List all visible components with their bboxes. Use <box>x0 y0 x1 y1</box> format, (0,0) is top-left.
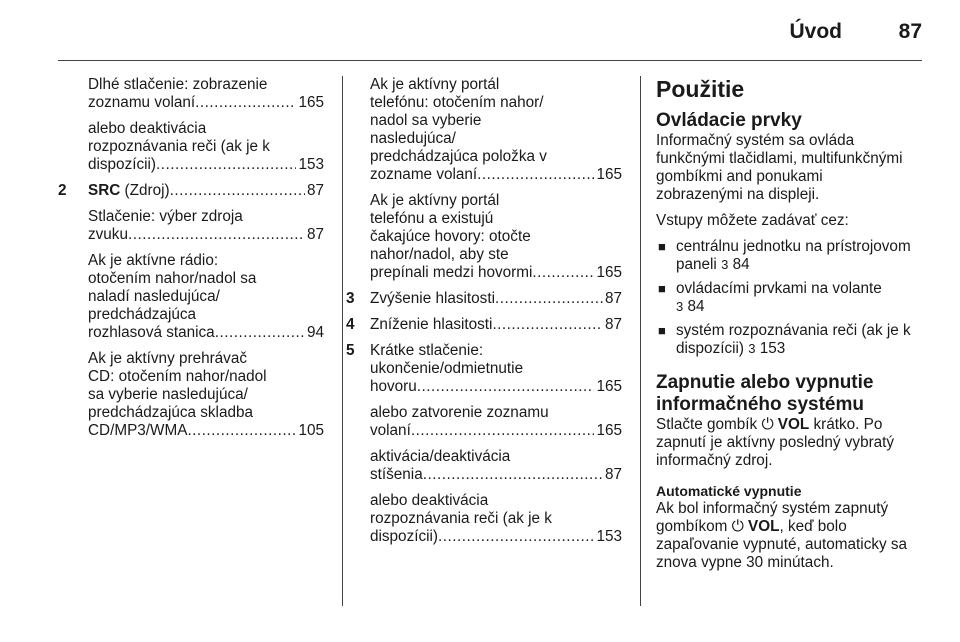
column-3 <box>656 76 924 580</box>
list-item: 2 SRC (Zdroj) ..... 87 <box>58 182 324 200</box>
list-item: 3 Zvýšenie hlasitosti ..... 87 <box>346 290 622 308</box>
column-1 <box>58 76 324 448</box>
item-number: 3 <box>346 290 355 307</box>
list-item: Ak je aktívny portál telefónu: otočením nahor/ nadol sa vyberie nasledujúca/ predchádzajúca položka v zozname volaní ..... 165 <box>358 76 622 184</box>
page-ref[interactable]: 87 <box>306 182 324 199</box>
column-divider <box>342 76 343 606</box>
column-divider <box>640 76 641 606</box>
paragraph: Ak bol informačný systém zapnutý gombíkom ⏻ VOL, keď bolo zapaľovanie vypnuté, automaticky sa znova vypne 30 minútach. <box>656 500 908 571</box>
list-item: Dlhé stlačenie: zobrazenie zoznamu volaní ..... 165 <box>58 76 324 112</box>
list-item: ■ ovládacími prvkami na volante 3 84 <box>656 280 924 316</box>
page-ref[interactable]: 105 <box>298 422 324 439</box>
list-item: aktivácia/deaktivácia stíšenia ..... 87 <box>358 448 622 484</box>
section-heading: Použitie <box>656 76 745 102</box>
item-number: 5 <box>346 342 355 359</box>
page-ref[interactable]: 153 <box>759 340 786 357</box>
page-ref[interactable]: 153 <box>298 156 324 173</box>
paragraph: Informačný systém sa ovláda funkčnými tlačidlami, multifunkčnými gombíkmi and ponukami zobrazenými na displeji. <box>656 132 903 203</box>
list-item: Ak je aktívny portál telefónu a existujú čakajúce hovory: otočte nahor/nadol, aby ste prepínali medzi hovormi ..... 165 <box>358 192 622 282</box>
page-ref[interactable]: 165 <box>596 166 622 183</box>
page-ref[interactable]: 165 <box>298 94 324 111</box>
page-ref-arrow-icon: 3 <box>676 299 684 314</box>
page-ref[interactable]: 87 <box>306 226 324 243</box>
paragraph: Vstupy môžete zadávať cez: <box>656 212 849 229</box>
list-item: ■ systém rozpoznávania reči (ak je k dispozícii) 3 153 <box>656 322 924 358</box>
page-title: Úvod <box>789 20 842 43</box>
list-item: Stlačenie: výber zdroja zvuku ..... 87 <box>58 208 324 244</box>
list-item: 5 Krátke stlačenie: ukončenie/odmietnutie hovoru ..... 165 <box>346 342 622 396</box>
page-ref[interactable]: 153 <box>596 528 622 545</box>
list-item: alebo deaktivácia rozpoznávania reči (ak je k dispozícii) ..... 153 <box>358 492 622 546</box>
item-number: 4 <box>346 316 355 333</box>
power-icon: ⏻ <box>731 518 744 535</box>
item-number: 2 <box>58 182 67 199</box>
page-number: 87 <box>898 20 922 43</box>
page-ref[interactable]: 87 <box>604 316 622 333</box>
list-item: alebo deaktivácia rozpoznávania reči (ak je k dispozícii) ..... 153 <box>58 120 324 174</box>
list-item: ■ centrálnu jednotku na prístrojovom paneli 3 84 <box>656 238 924 274</box>
page-ref[interactable]: 165 <box>596 378 622 395</box>
power-icon: ⏻ <box>761 416 774 433</box>
header-rule <box>58 60 922 61</box>
page-ref[interactable]: 94 <box>306 324 324 341</box>
list-item: alebo zatvorenie zoznamu volaní ..... 165 <box>358 404 622 440</box>
column-2 <box>346 76 622 554</box>
page-ref[interactable]: 165 <box>596 422 622 439</box>
paragraph: Stlačte gombík ⏻ VOL krátko. Po zapnutí je aktívny posledný vybratý informačný zdroj. <box>656 416 895 469</box>
page-ref[interactable]: 87 <box>604 466 622 483</box>
page-ref[interactable]: 87 <box>604 290 622 307</box>
page-header <box>0 0 960 62</box>
page-ref[interactable]: 165 <box>596 264 622 281</box>
page-ref[interactable]: 84 <box>732 256 750 273</box>
subsection-heading: Zapnutie alebo vypnutie informačného systému <box>656 372 874 415</box>
subsection-heading: Automatické vypnutie <box>656 483 802 499</box>
list-item: Ak je aktívny prehrávač CD: otočením nahor/nadol sa vyberie nasledujúca/ predchádzajúca skladba CD/MP3/WMA ..... 105 <box>58 350 324 440</box>
page-ref-arrow-icon: 3 <box>721 257 729 272</box>
list-item: Ak je aktívne rádio: otočením nahor/nadol sa naladí nasledujúca/ predchádzajúca rozhlasová stanica ..... 94 <box>58 252 324 342</box>
page-ref[interactable]: 84 <box>687 298 705 315</box>
list-item: 4 Zníženie hlasitosti ..... 87 <box>346 316 622 334</box>
subsection-heading: Ovládacie prvky <box>656 110 802 131</box>
page-ref-arrow-icon: 3 <box>748 341 756 356</box>
